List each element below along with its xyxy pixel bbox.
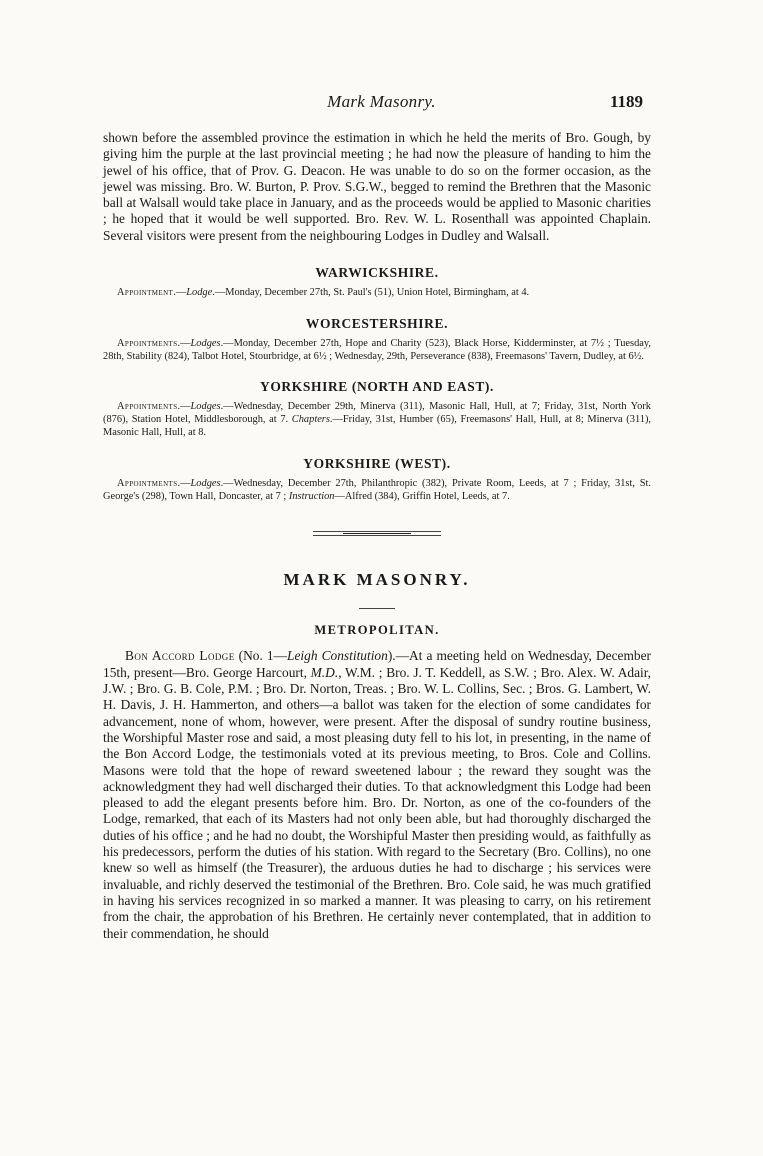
- notice-body: Monday, December 27th, Hope and Charity (523), Black Horse, Kidderminster, at 7½ ; Tuesday, 28th, Stability (824), Talbot Hotel, Stourbridge, at 6½ ; Wednesday, 29th, Perseverance (838), Freemasons' Tavern, Dudley, at 6½.: [103, 337, 651, 362]
- notice-kind-chapters: Chapters: [291, 414, 330, 426]
- notice-kind: Lodge: [186, 287, 213, 299]
- appointment-notice-yorkshire-west: Appointments.—Lodges.—Wednesday, December 27th, Philanthropic (382), Private Room, Leeds, at 7 ; Friday, 31st, St. George's (298), Town Hall, Doncaster, at 7 ; Instruction—Alfred (384), Griffin Hotel, Leeds, at 7.: [103, 477, 651, 502]
- notice-body-chapters: Friday, 31st, Humber (65), Freemasons' Hall, Hull, at 8; Minerva (311), Masonic Hall, Hull, at 8.: [103, 414, 652, 439]
- county-heading-yorkshire-north-east: YORKSHIRE (NORTH AND EAST).: [259, 379, 494, 395]
- page-number: 1189: [609, 92, 643, 111]
- section-subheading: METROPOLITAN.: [314, 623, 440, 638]
- notice-body: Wednesday, December 27th, Philanthropic (382), Private Room, Leeds, at 7 ; Friday, 31st, St. George's (298), Town Hall, Doncaster, at 7 ;: [103, 477, 651, 502]
- lodge-name: Bon Accord Lodge: [125, 648, 235, 664]
- appointment-notice-worcestershire: Appointments.—Lodges.—Monday, December 27th, Hope and Charity (523), Black Horse, Kidderminster, at 7½ ; Tuesday, 28th, Stability (824), Talbot Hotel, Stourbridge, at 6½ ; Wednesday, 29th, Perseverance (838), Freemasons' Tavern, Dudley, at 6½.: [103, 337, 651, 362]
- text-column: [103, 130, 651, 942]
- notice-kind: Lodges: [190, 477, 221, 489]
- county-heading-warwickshire: WARWICKSHIRE.: [315, 265, 439, 281]
- section-divider-rule: [313, 531, 441, 536]
- running-title: Mark Masonry.: [327, 92, 436, 111]
- notice-label: Appointments: [117, 401, 178, 413]
- lodge-constitution: Leigh Constitution: [287, 648, 388, 664]
- appointment-notice-warwickshire: Appointment.—Lodge.—Monday, December 27th, St. Paul's (51), Union Hotel, Birmingham, at 4.: [117, 287, 530, 299]
- lodge-report-paragraph: [103, 648, 651, 941]
- notice-label: Appointments: [117, 477, 178, 489]
- county-heading-yorkshire-west: YORKSHIRE (WEST).: [303, 455, 451, 471]
- notice-kind: Lodges: [190, 337, 221, 349]
- notice-body-instruction: Alfred (384), Griffin Hotel, Leeds, at 7.: [344, 490, 510, 502]
- opening-paragraph: shown before the assembled province the estimation in which he held the merits of Bro. Gough, by giving him the purple at the last provincial meeting ; he had now the pleasure of handing to him the jewel of his office, that of Prov. G. Deacon. He was unable to do so on the former occasion, as the jewel was missing. Bro. W. Burton, P. Prov. S.G.W., begged to remind the Brethren that the Masonic ball at Walsall would take place in January, and as the proceeds would be applied to Masonic charities ; he hoped that it would be well supported. Bro. Rev. W. L. Rosenthall was appointed Chaplain. Several visitors were present from the neighbouring Lodges in Dudley and Walsall.: [103, 130, 651, 243]
- running-head: [0, 92, 763, 116]
- report-intro: ).—At a meeting held on Wednesday, December 15th, present—Bro. George Harcourt,: [103, 648, 651, 680]
- section-heading: MARK MASONRY.: [283, 570, 471, 590]
- notice-label: Appointment: [117, 287, 174, 299]
- lodge-number: (No. 1—: [238, 648, 288, 664]
- notice-kind: Lodges: [190, 401, 221, 413]
- notice-kind-instruction: Instruction: [288, 490, 335, 502]
- notice-label: Appointments: [117, 337, 178, 349]
- notice-body: Monday, December 27th, St. Paul's (51), Union Hotel, Birmingham, at 4.: [225, 287, 530, 299]
- county-heading-worcestershire: WORCESTERSHIRE.: [305, 315, 449, 331]
- appointment-notice-yorkshire-north-east: Appointments.—Lodges.—Wednesday, December 29th, Minerva (311), Masonic Hall, Hull, at 7; Friday, 31st, North York (876), Station Hotel, Middlesborough, at 7. Chapters.—Friday, 31st, Humber (65), Freemasons' Hall, Hull, at 8; Minerva (311), Masonic Hall, Hull, at 8.: [103, 401, 652, 439]
- report-md: M.D.: [310, 664, 339, 680]
- report-body: , W.M. ; Bro. J. T. Keddell, as S.W. ; Bro. Alex. W. Adair, J.W. ; Bro. G. B. Cole, P.M. ; Bro. Dr. Norton, Treas. ; Bro. W. L. Collins, Sec. ; Bros. G. Lambert, W. H. Davis, J. H. Hammerton, and others—a ballot was taken for the election of some candidates for advancement, none of whom, however, were present. After the disposal of sundry routine business, the Worshipful Master rose and said, a most pleasing duty fell to his lot, in presenting, in the name of the Bon Accord Lodge, the testimonials voted at its previous meeting, to Bros. Cole and Collins. Masons were told that the hope of reward sweetened labour ; the reward they sought was the acknowledgment they had well discharged their duties. To that acknowledgment this Lodge had been pleased to add the elegant presents before him. Bro. Dr. Norton, as one of the co-founders of the Lodge, remarked, that each of its Masters had not only been able, but had thoroughly discharged the duties of his office ; and he had no doubt, the Worshipful Master then presiding would, as faithfully as his predecessors, perform the duties of his station. With regard to the Secretary (Bro. Collins), no one knew so well as himself (the Treasurer), the arduous duties he had to discharge ; his services were invaluable, and richly deserved the testimonial of the Brethren. Bro. Cole said, he was much gratified in having his services recognized in so marked a manner. It was pleasing to carry, on his retirement from the chair, the approbation of his Brethren. He certainly never contemplated, that in addition to their commendation, he should: [103, 664, 651, 941]
- notice-body: Wednesday, December 29th, Minerva (311), Masonic Hall, Hull, at 7; Friday, 31st, North York (876), Station Hotel, Middlesborough, at 7.: [103, 401, 651, 426]
